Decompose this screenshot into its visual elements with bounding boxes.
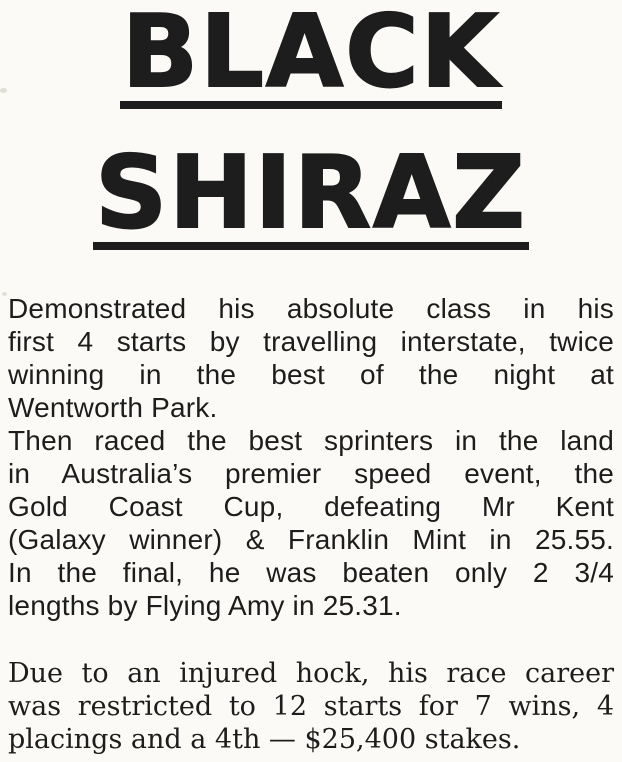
text-line: first 4 starts by travelling interstate, twice xyxy=(8,326,614,357)
text-line: lengths by Flying Amy in 25.31. xyxy=(8,590,402,621)
text-line: (Galaxy winner) & Franklin Mint in 25.55. xyxy=(8,524,614,555)
body-copy xyxy=(8,292,614,756)
text-line: Then raced the best sprinters in the land xyxy=(8,425,614,456)
paragraph-race-career xyxy=(8,657,614,756)
paragraph-gold-coast-cup xyxy=(8,424,614,622)
text-line: placings and a 4th — $25,400 stakes. xyxy=(8,724,521,755)
text-line: winning in the best of the night at xyxy=(8,359,614,390)
text-line: in Australia’s premier speed event, the xyxy=(8,458,614,489)
text-line: Demonstrated his absolute class in his xyxy=(8,293,614,324)
text-line: Gold Coast Cup, defeating Mr Kent xyxy=(8,491,614,522)
text-line: Wentworth Park. xyxy=(8,392,218,423)
text-line: was restricted to 12 starts for 7 wins, 4 xyxy=(8,691,614,722)
scan-speck xyxy=(2,292,7,296)
text-line: Due to an injured hock, his race career xyxy=(8,658,614,689)
text-line: In the final, he was beaten only 2 3/4 xyxy=(8,557,614,588)
headline-block xyxy=(8,0,614,251)
scan-speck xyxy=(0,88,7,93)
paragraph-first-starts xyxy=(8,292,614,424)
headline-black: BLACK xyxy=(121,0,501,110)
headline-shiraz: SHIRAZ xyxy=(95,134,527,251)
